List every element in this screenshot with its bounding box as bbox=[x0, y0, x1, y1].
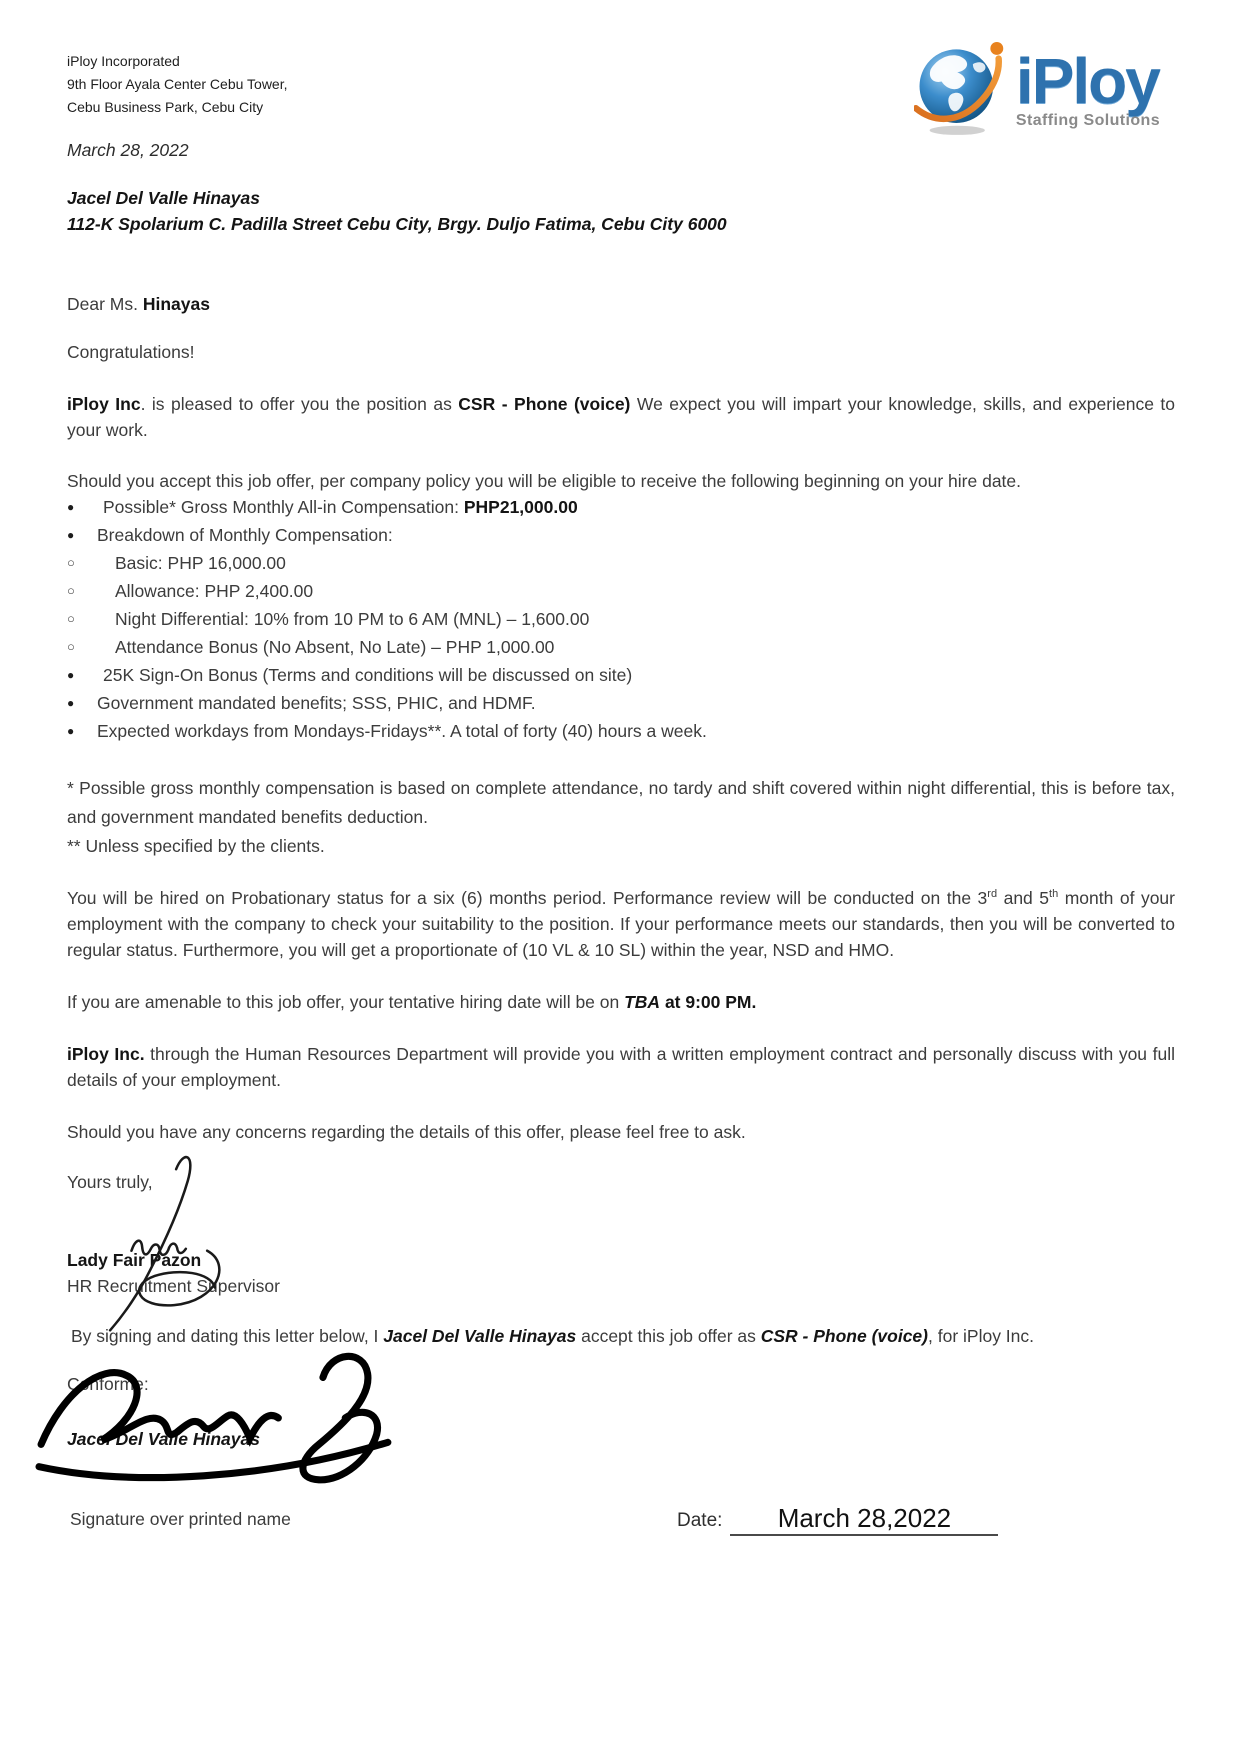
applicant-signature bbox=[35, 1347, 400, 1496]
company-logo bbox=[914, 40, 1164, 141]
salutation-name: Hinayas bbox=[142, 294, 210, 314]
probation-text-1: You will be hired on Probationary status for a six (6) months period. Performance review will be conducted on the 3 bbox=[67, 888, 988, 908]
list-item bbox=[67, 550, 1175, 576]
acceptance-position: CSR - Phone (voice) bbox=[760, 1326, 928, 1346]
hiring-text: If you are amenable to this job offer, your tentative hiring date will be on bbox=[67, 992, 625, 1012]
contract-text: through the Human Resources Department will provide you with a written employment contract and personally discuss with you full details of your employment. bbox=[67, 1044, 1176, 1090]
offer-text-2: We expect you will impart your knowledge, skills, and experience to your work. bbox=[67, 394, 1176, 440]
eligibility-paragraph: Should you accept this job offer, per company policy you will be eligible to receive the following beginning on your hire date. bbox=[67, 471, 1022, 491]
offer-company-bold: iPloy Inc bbox=[67, 394, 141, 414]
offer-text-1: . is pleased to offer you the position as bbox=[140, 394, 459, 414]
letter-date: March 28, 2022 bbox=[67, 140, 189, 160]
logo-text bbox=[1015, 44, 1164, 130]
breakdown-attendance-bonus: Attendance Bonus (No Absent, No Late) – PHP 1,000.00 bbox=[115, 637, 555, 657]
signon-bonus-item: 25K Sign-On Bonus (Terms and conditions will be discussed on site) bbox=[103, 665, 633, 685]
government-benefits-item: Government mandated benefits; SSS, PHIC, and HDMF. bbox=[97, 693, 536, 713]
bullet-marker: ● bbox=[67, 528, 75, 542]
benefits-bullet-list bbox=[67, 662, 1175, 744]
circle-bullet-marker: ○ bbox=[67, 555, 75, 570]
list-item bbox=[67, 662, 1175, 688]
date-label: Date: bbox=[677, 1510, 723, 1531]
signer-name: Lady Fair Pazon bbox=[67, 1250, 202, 1270]
globe-icon bbox=[914, 40, 1006, 141]
footnote-clients: ** Unless specified by the clients. bbox=[67, 836, 325, 856]
compensation-item-amount: PHP21,000.00 bbox=[463, 497, 578, 517]
bullet-marker: ● bbox=[67, 696, 75, 710]
breakdown-heading: Breakdown of Monthly Compensation: bbox=[97, 525, 393, 545]
list-item bbox=[67, 690, 1175, 716]
list-item bbox=[67, 522, 1175, 548]
signature-date-row bbox=[67, 1476, 1175, 1546]
date-underline bbox=[730, 1503, 998, 1536]
hiring-date-line bbox=[67, 989, 1175, 1015]
probation-paragraph bbox=[67, 885, 1175, 963]
ordinal-3rd: rd bbox=[987, 888, 998, 901]
closing-block bbox=[67, 1169, 1175, 1299]
compensation-bullet-list bbox=[67, 494, 1175, 660]
hiring-time: at 9:00 PM. bbox=[660, 992, 757, 1012]
acceptance-text-2: accept this job offer as bbox=[576, 1326, 761, 1346]
breakdown-basic: Basic: PHP 16,000.00 bbox=[115, 553, 286, 573]
probation-text-3: month of your employment with the company to check your suitability to the position. If your performance meets our standards, then you will be converted to regular status. Furthermore, you will get a proportionate of (10 VL & 10 SL) within the year, NSD and HMO. bbox=[67, 888, 1175, 960]
concerns-line: Should you have any concerns regarding the details of this offer, please feel free to ask. bbox=[67, 1122, 746, 1142]
recipient-address: 112-K Spolarium C. Padilla Street Cebu City, Brgy. Duljo Fatima, Cebu City 6000 bbox=[67, 214, 727, 234]
signer-title: HR Recruitment Supervisor bbox=[67, 1276, 280, 1296]
acceptance-name: Jacel Del Valle Hinayas bbox=[383, 1326, 577, 1346]
footnotes-block bbox=[67, 774, 1175, 861]
compensation-item-text: Possible* Gross Monthly All-in Compensation: bbox=[103, 497, 464, 517]
acceptance-text-3: , for iPloy Inc. bbox=[928, 1326, 1035, 1346]
circle-bullet-marker: ○ bbox=[67, 639, 75, 654]
acceptance-line bbox=[67, 1323, 1175, 1349]
company-name: iPloy Incorporated bbox=[67, 53, 180, 69]
breakdown-allowance: Allowance: PHP 2,400.00 bbox=[115, 581, 314, 601]
company-address-line1: 9th Floor Ayala Center Cebu Tower, bbox=[67, 76, 288, 92]
list-item bbox=[67, 494, 1175, 520]
ordinal-5th: th bbox=[1049, 888, 1059, 901]
logo-brand-text: iPloy bbox=[1015, 44, 1159, 117]
salutation-prefix: Dear Ms. bbox=[67, 294, 143, 314]
circle-bullet-marker: ○ bbox=[67, 611, 75, 626]
circle-bullet-marker: ○ bbox=[67, 583, 75, 598]
acceptance-text-1: By signing and dating this letter below, I bbox=[71, 1326, 384, 1346]
footnote-compensation: * Possible gross monthly compensation is based on complete attendance, no tardy and shift covered within night differential, this is before tax, and government mandated benefits deduction. bbox=[67, 778, 1175, 827]
hiring-tba: TBA bbox=[624, 992, 661, 1012]
salutation bbox=[67, 291, 1175, 317]
contract-company-bold: iPloy Inc. bbox=[67, 1044, 145, 1064]
list-item bbox=[67, 578, 1175, 604]
bullet-marker: ● bbox=[67, 724, 75, 738]
list-item bbox=[67, 606, 1175, 632]
congratulations-line: Congratulations! bbox=[67, 342, 195, 362]
recipient-name: Jacel Del Valle Hinayas bbox=[67, 188, 260, 208]
offer-position-bold: CSR - Phone (voice) bbox=[458, 394, 631, 414]
company-address-line2: Cebu Business Park, Cebu City bbox=[67, 99, 264, 115]
date-field bbox=[677, 1503, 998, 1536]
conforme-block bbox=[67, 1371, 1175, 1452]
workdays-item: Expected workdays from Mondays-Fridays**. A total of forty (40) hours a week. bbox=[97, 721, 707, 741]
breakdown-night-differential: Night Differential: 10% from 10 PM to 6 AM (MNL) – 1,600.00 bbox=[115, 609, 590, 629]
date-value: March 28,2022 bbox=[777, 1503, 952, 1533]
printed-name: Jacel Del Valle Hinayas bbox=[67, 1429, 260, 1449]
valediction: Yours truly, bbox=[67, 1172, 153, 1192]
contract-paragraph bbox=[67, 1041, 1175, 1093]
probation-text-2: and 5 bbox=[997, 888, 1050, 908]
bullet-marker: ● bbox=[67, 668, 75, 682]
compensation-item bbox=[97, 494, 578, 520]
recipient-block bbox=[67, 185, 1175, 237]
logo-tagline: Staffing Solutions bbox=[1015, 111, 1160, 129]
offer-paragraph bbox=[67, 391, 1175, 443]
list-item bbox=[67, 718, 1175, 744]
signature-caption: Signature over printed name bbox=[70, 1509, 291, 1529]
conforme-label: Conforme: bbox=[67, 1374, 149, 1394]
list-item bbox=[67, 634, 1175, 660]
bullet-marker: ● bbox=[67, 500, 75, 514]
